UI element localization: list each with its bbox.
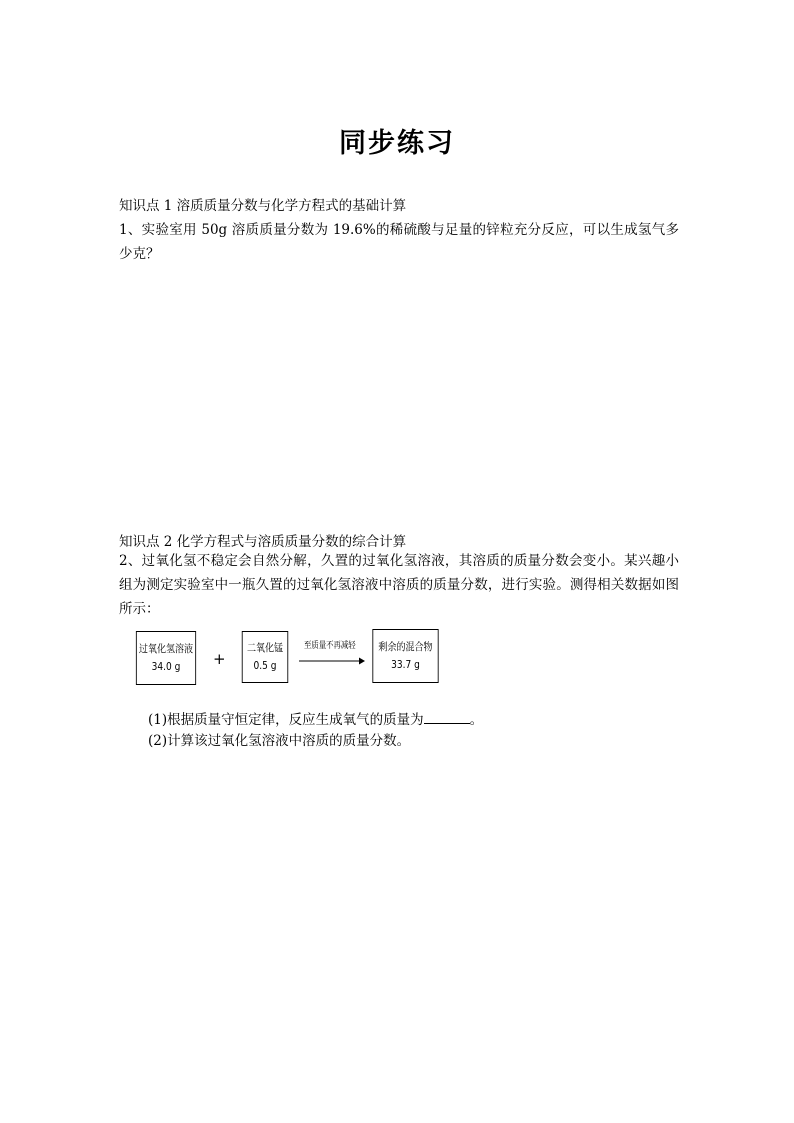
box-3-mass: 33.7 g [391, 659, 420, 671]
hydrogen-peroxide-solution-box [136, 631, 196, 685]
manganese-dioxide-box [242, 631, 288, 683]
box-2-mass: 0.5 g [253, 660, 277, 672]
box-2-name: 二氧化锰 [246, 642, 284, 654]
section-2-heading: 知识点 2 化学方程式与溶质质量分数的综合计算 [119, 534, 407, 550]
question-1-text: 1、实验室用 50g 溶质质量分数为 19.6%的稀硫酸与足量的锌粒充分反应，可以生成氢气多少克？ [119, 222, 679, 262]
reaction-arrow-icon [299, 656, 365, 666]
plus-sign: + [213, 650, 226, 668]
section-1-heading: 知识点 1 溶质质量分数与化学方程式的基础计算 [119, 198, 407, 214]
remaining-mixture-box [372, 629, 438, 683]
box-1-name: 过氧化氢溶液 [138, 643, 194, 655]
sub-question-1 [148, 710, 483, 730]
box-3-name: 剩余的混合物 [378, 641, 433, 653]
sub-question-1-end: 。 [469, 712, 484, 728]
box-1-mass: 34.0 g [151, 661, 181, 673]
sub-question-2: (2)计算该过氧化氢溶液中溶质的质量分数。 [148, 733, 411, 749]
answer-blank[interactable] [424, 711, 470, 724]
question-2-text: 2、过氧化氢不稳定会自然分解，久置的过氧化氢溶液，其溶质的质量分数会变小。某兴趣小组为测定实验室中一瓶久置的过氧化氢溶液中溶质的质量分数，进行实验。测得相关数据如图所示： [119, 553, 679, 617]
page-title: 同步练习 [339, 128, 455, 159]
sub-question-1-text: (1)根据质量守恒定律，反应生成氧气的质量为 [148, 712, 424, 728]
arrow-condition-label: 至质量不再减轻 [304, 641, 356, 651]
